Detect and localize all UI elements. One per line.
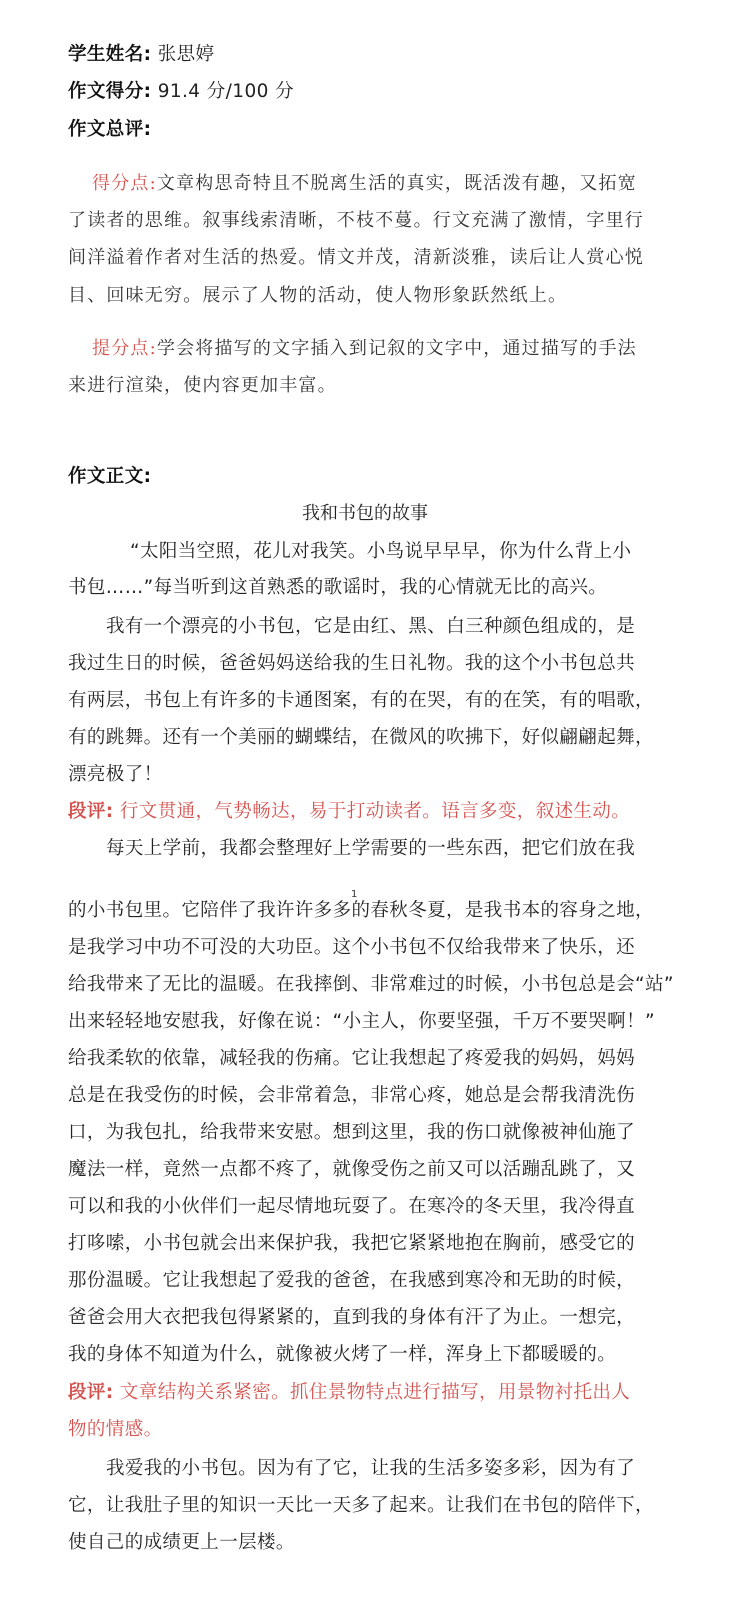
score-label: 作文得分: xyxy=(68,81,152,102)
score-row xyxy=(68,79,668,105)
improve-text-1: 学会将描写的文字插入到记叙的文字中，通过描写的手法 xyxy=(156,338,637,359)
improve-line-2: 来进行渲染，使内容更加丰富。 xyxy=(68,375,337,396)
p3-line-11: 打哆嗦，小书包就会出来保护我，我把它紧紧地抱在胸前，感受它的 xyxy=(68,1233,636,1254)
p3-line-5: 出来轻轻地安慰我，好像在说：“小主人，你要坚强，千万不要哭啊！” xyxy=(68,1011,655,1032)
comment-2-label: 段评: xyxy=(68,1382,114,1403)
comment-1-label: 段评: xyxy=(68,801,114,822)
essay-label: 作文正文: xyxy=(68,466,152,487)
p2-line-5: 漂亮极了！ xyxy=(68,764,163,785)
p3-line-4: 给我带来了无比的温暖。在我摔倒、非常难过的时候，小书包总是会“站” xyxy=(68,974,674,995)
p3-line-10: 可以和我的小伙伴们一起尽情地玩耍了。在寒冷的冬天里，我冷得直 xyxy=(68,1196,636,1217)
essay-heading xyxy=(68,464,668,490)
score-value: 91.4 分/100 分 xyxy=(157,81,294,102)
student-name-row xyxy=(68,42,668,68)
student-name-value: 张思婷 xyxy=(157,44,215,65)
merit-line-2: 了读者的思维。叙事线索清晰，不枝不蔓。行文充满了激情，字里行 xyxy=(68,210,644,231)
merit-line-1 xyxy=(68,171,668,197)
p3-line-12: 那份温暖。它让我想起了爱我的爸爸，在我感到寒冷和无助的时候， xyxy=(68,1270,636,1291)
p2-line-2: 我过生日的时候，爸爸妈妈送给我的生日礼物。我的这个小书包总共 xyxy=(68,653,636,674)
p3-line-1: 每天上学前，我都会整理好上学需要的一些东西，把它们放在我 xyxy=(106,838,636,859)
p4-line-2: 它，让我肚子里的知识一天比一天多了起来。让我们在书包的陪伴下， xyxy=(68,1495,654,1516)
comment-2-text-1: 文章结构关系紧密。抓住景物特点进行描写，用景物衬托出人 xyxy=(119,1382,631,1403)
merit-line-3: 间洋溢着作者对生活的热爱。情文并茂，清新淡雅，读后让人赏心悦 xyxy=(68,247,644,268)
paragraph-comment-1 xyxy=(68,799,668,825)
merit-text-1: 文章构思奇特且不脱离生活的真实，既活泼有趣，又拓宽 xyxy=(156,173,637,194)
page-number: 1 xyxy=(351,889,358,900)
p3-line-3: 是我学习中功不可没的大功臣。这个小书包不仅给我带来了快乐，还 xyxy=(68,937,636,958)
paragraph-comment-2 xyxy=(68,1380,668,1406)
improve-tag: 提分点: xyxy=(92,338,157,359)
improve-line-1 xyxy=(68,336,668,362)
merit-tag: 得分点: xyxy=(92,173,157,194)
p3-line-9: 魔法一样，竟然一点都不疼了，就像受伤之前又可以活蹦乱跳了，又 xyxy=(68,1159,636,1180)
p1-line-2: 书包……”每当听到这首熟悉的歌谣时，我的心情就无比的高兴。 xyxy=(68,577,608,598)
p4-line-1: 我爱我的小书包。因为有了它，让我的生活多姿多彩，因为有了 xyxy=(106,1458,636,1479)
merit-line-4: 目、回味无穷。展示了人物的活动，使人物形象跃然纸上。 xyxy=(68,285,568,306)
p3-line-7: 总是在我受伤的时候，会非常着急，非常心疼，她总是会帮我清洗伤 xyxy=(68,1085,636,1106)
p2-line-4: 有的跳舞。还有一个美丽的蝴蝶结，在微风的吹拂下，好似翩翩起舞， xyxy=(68,727,654,748)
p3-line-8: 口，为我包扎，给我带来安慰。想到这里，我的伤口就像被神仙施了 xyxy=(68,1122,636,1143)
p2-line-3: 有两层，书包上有许多的卡通图案，有的在哭，有的在笑，有的唱歌， xyxy=(68,690,654,711)
essay-title: 我和书包的故事 xyxy=(302,503,428,524)
comment-1-text: 行文贯通，气势畅达，易于打动读者。语言多变，叙述生动。 xyxy=(119,801,631,822)
overall-comment-label: 作文总评: xyxy=(68,119,152,140)
comment-2-text-2: 物的情感。 xyxy=(68,1419,163,1440)
p1-line-1: “太阳当空照，花儿对我笑。小鸟说早早早，你为什么背上小 xyxy=(130,541,632,562)
p2-line-1: 我有一个漂亮的小书包，它是由红、黑、白三种颜色组成的，是 xyxy=(106,616,636,637)
p3-line-13: 爸爸会用大衣把我包得紧紧的，直到我的身体有汗了为止。一想完， xyxy=(68,1307,636,1328)
p3-line-2: 的小书包里。它陪伴了我许许多多的春秋冬夏，是我书本的容身之地， xyxy=(68,900,654,921)
student-name-label: 学生姓名: xyxy=(68,44,152,65)
overall-comment-heading xyxy=(68,117,668,143)
p3-line-6: 给我柔软的依靠，减轻我的伤痛。它让我想起了疼爱我的妈妈，妈妈 xyxy=(68,1048,636,1069)
p3-line-14: 我的身体不知道为什么，就像被火烤了一样，浑身上下都暖暖的。 xyxy=(68,1344,617,1365)
p4-line-3: 使自己的成绩更上一层楼。 xyxy=(68,1532,295,1553)
